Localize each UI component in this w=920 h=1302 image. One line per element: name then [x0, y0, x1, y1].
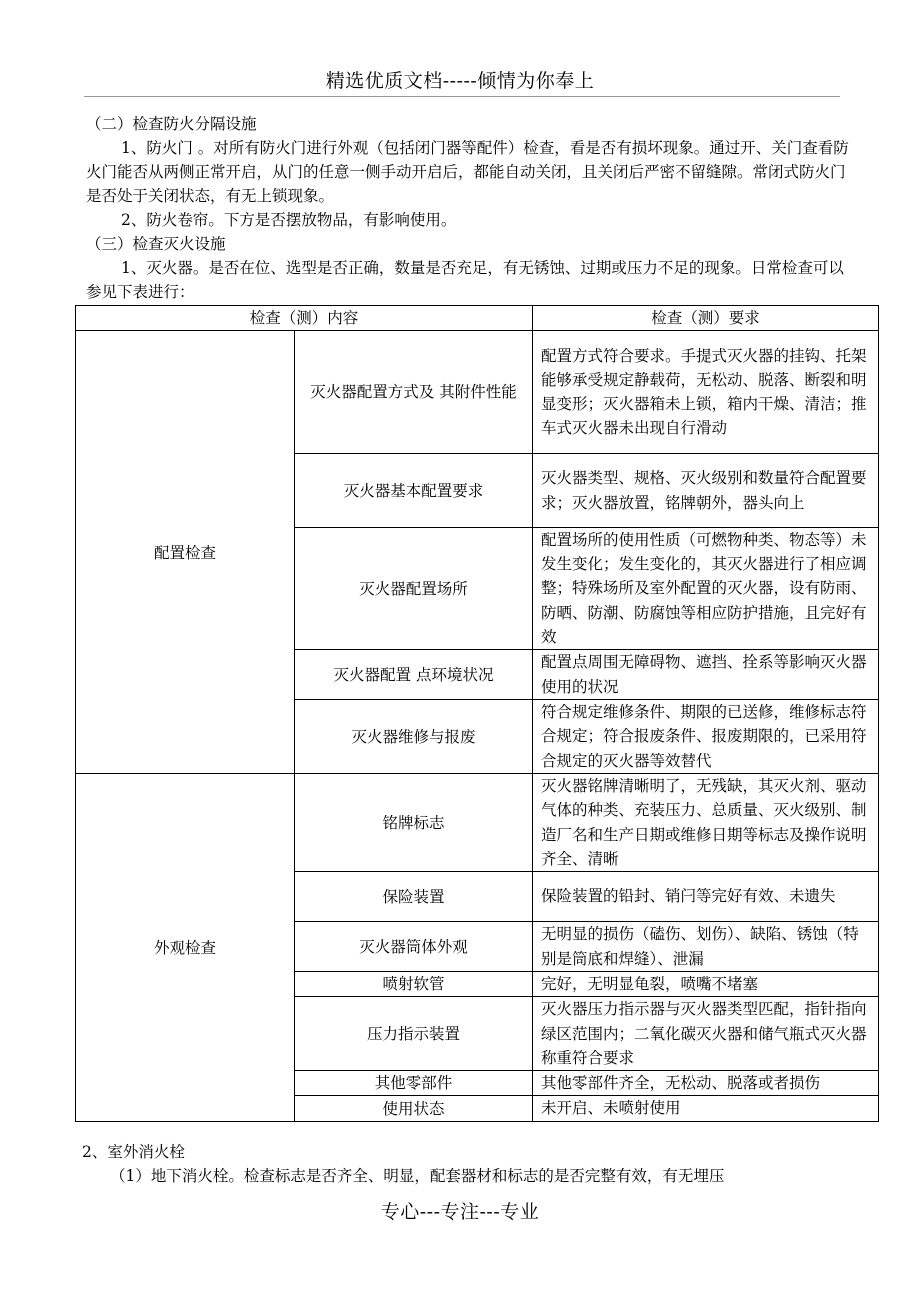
requirement-cell: 配置方式符合要求。手提式灭火器的挂钩、托架能够承受规定静载荷，无松动、脱落、断裂和明显变形；灭火器箱未上锁，箱内干燥、清洁；推车式灭火器未出现自行滑动	[533, 331, 879, 454]
item-cell: 压力指示装置	[295, 997, 533, 1071]
table-header-row	[76, 306, 879, 331]
item-cell: 保险装置	[295, 872, 533, 922]
requirement-cell: 保险装置的铅封、销闩等完好有效、未遗失	[533, 872, 879, 922]
page-footer-text: 专心---专注---专业	[380, 1201, 540, 1223]
item-cell: 灭火器配置方式及 其附件性能	[295, 331, 533, 454]
requirement-cell: 完好，无明显龟裂，喷嘴不堵塞	[533, 972, 879, 997]
item-cell: 灭火器配置场所	[295, 528, 533, 650]
item-cell: 灭火器配置 点环境状况	[295, 650, 533, 700]
item-cell: 使用状态	[295, 1096, 533, 1121]
fire-door-paragraph: 1、防火门 。对所有防火门进行外观（包括闭门器等配件）检查，看是否有损坏现象。通过开、关门查看防火门能否从两侧正常开启，从门的任意一侧手动开启后，都能自动关闭，且关闭后严密不留缝隙。常闭式防火门是否处于关闭状态，有无上锁现象。	[86, 139, 849, 205]
item-cell: 喷射软管	[295, 972, 533, 997]
table-row	[76, 331, 879, 454]
header-divider	[84, 96, 840, 97]
table-row	[76, 774, 879, 872]
requirement-cell: 配置点周围无障碍物、遮挡、拴系等影响灭火器使用的状况	[533, 650, 879, 700]
requirement-cell: 配置场所的使用性质（可燃物种类、物态等）未发生变化；发生变化的，其灭火器进行了相应调整；特殊场所及室外配置的灭火器，设有防雨、防晒、防潮、防腐蚀等相应防护措施，且完好有效	[533, 528, 879, 650]
requirement-cell: 其他零部件齐全，无松动、脱落或者损伤	[533, 1071, 879, 1096]
section-3-heading: （三）检查灭火设施	[86, 235, 226, 253]
item-cell: 灭火器维修与报废	[295, 700, 533, 774]
requirement-cell: 无明显的损伤（磕伤、划伤）、缺陷、锈蚀（特别是筒底和焊缝）、泄漏	[533, 922, 879, 972]
item-cell: 其他零部件	[295, 1071, 533, 1096]
extinguisher-paragraph: 1、灭火器。是否在位、选型是否正确，数量是否充足，有无锈蚀、过期或压力不足的现象。日常检查可以参见下表进行：	[86, 259, 844, 301]
item-cell: 灭火器筒体外观	[295, 922, 533, 972]
category-cell: 外观检查	[76, 774, 295, 1122]
requirement-cell: 未开启、未喷射使用	[533, 1096, 879, 1121]
category-cell: 配置检查	[76, 331, 295, 774]
section-2-heading: （二）检查防火分隔设施	[86, 115, 257, 133]
hydrant-heading: 2、室外消火栓	[82, 1143, 185, 1161]
item-cell: 灭火器基本配置要求	[295, 454, 533, 528]
requirement-cell: 灭火器铭牌清晰明了，无残缺，其灭火剂、驱动气体的种类、充装压力、总质量、灭火级别、制造厂名和生产日期或维修日期等标志及操作说明齐全、清晰	[533, 774, 879, 872]
page-header-title: 精选优质文档-----倾情为你奉上	[325, 70, 595, 92]
item-cell: 铭牌标志	[295, 774, 533, 872]
extinguisher-inspection-table	[75, 305, 879, 1122]
table-header-content: 检查（测）内容	[76, 306, 533, 331]
hydrant-underground-paragraph: （1）地下消火栓。检查标志是否齐全、明显，配套器材和标志的是否完整有效，有无埋压	[110, 1167, 725, 1185]
requirement-cell: 符合规定维修条件、期限的已送修，维修标志符合规定；符合报废条件、报废期限的，已采用符合规定的灭火器等效替代	[533, 700, 879, 774]
requirement-cell: 灭火器压力指示器与灭火器类型匹配，指针指向绿区范围内；二氧化碳灭火器和储气瓶式灭火器称重符合要求	[533, 997, 879, 1071]
table-header-requirement: 检查（测）要求	[533, 306, 879, 331]
requirement-cell: 灭火器类型、规格、灭火级别和数量符合配置要求；灭火器放置，铭牌朝外，器头向上	[533, 454, 879, 528]
fire-shutter-paragraph: 2、防火卷帘。下方是否摆放物品，有影响使用。	[121, 211, 457, 229]
